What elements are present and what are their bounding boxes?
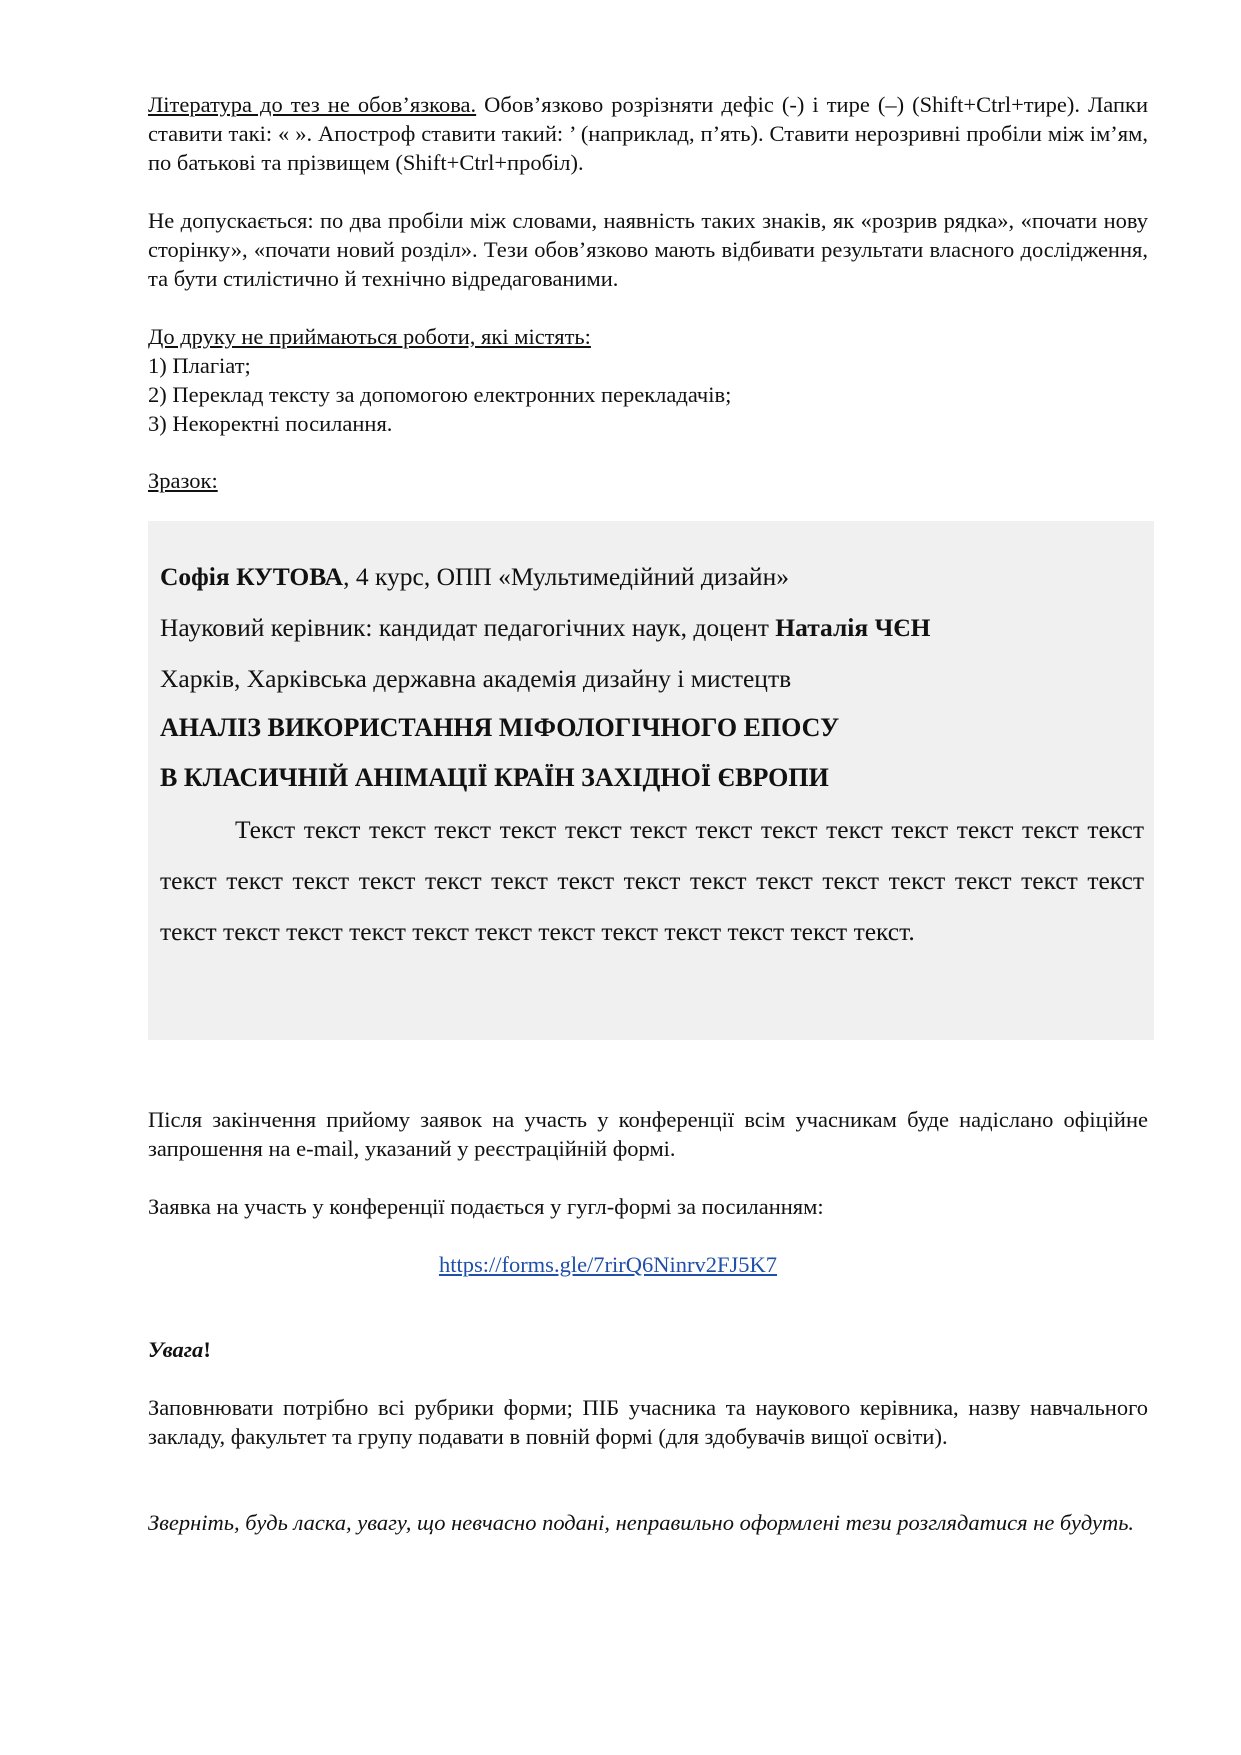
sample-author-line — [160, 562, 1140, 592]
list-item: 3) Некоректні посилання. — [148, 411, 393, 436]
not-allowed-paragraph: Не допускається: по два пробіли між словами, наявність таких знаків, як «розрив рядка», «почати нову сторінку», «почати новий розділ». Тези обов’язково мають відбивати результати власного дослідження, та бути стилістично й технічно відредагованими. — [148, 208, 1148, 291]
attention-word: Увага — [148, 1337, 204, 1362]
form-link-line — [148, 1250, 1068, 1279]
not-accepted-list — [148, 351, 1148, 438]
not-accepted-title: До друку не приймаються роботи, які містять: — [148, 324, 591, 349]
fill-note: Заповнювати потрібно всі рубрики форми; ПІБ учасника та наукового керівника, назву навчального закладу, факультет та групу подавати в повній формі (для здобувачів вищої освіти). — [148, 1395, 1148, 1449]
sample-body: Текст текст текст текст текст текст текст текст текст текст текст текст текст текст текст текст текст текст текст текст текст текст текст текст текст текст текст текст текст текст текст текст текст текст текст текст текст текст текст текст текст. — [160, 815, 1144, 946]
sample-author-details: , 4 курс, ОПП «Мультимедійний дизайн» — [343, 562, 789, 591]
sample-author-name: Софія КУТОВА — [160, 562, 344, 591]
sample-box — [148, 521, 1154, 1040]
list-item: 2) Переклад тексту за допомогою електронних перекладачів; — [148, 382, 732, 407]
form-intro: Заявка на участь у конференції подається у гугл-формі за посиланням: — [148, 1194, 824, 1219]
punctuation-rules: Обов’язково розрізняти дефіс (-) і тире (–) (Shift+Ctrl+тире). Лапки ставити такі: « ». Апостроф ставити такий: ’ (наприклад, п’ять). Ставити нерозривні пробіли між ім’ям, по батькові та прізвищем (Shift+Ctrl+пробіл). — [148, 92, 1148, 175]
literature-note: Література до тез не обов’язкова. — [148, 92, 477, 117]
sample-label: Зразок: — [148, 468, 218, 493]
attention-mark: ! — [203, 1337, 211, 1362]
sample-title-line-1: АНАЛІЗ ВИКОРИСТАННЯ МІФОЛОГІЧНОГО ЕПОСУ — [160, 713, 840, 742]
invitation-paragraph: Після закінчення прийому заявок на участь у конференції всім учасникам буде надіслано офіційне запрошення на e-mail, указаний у реєстраційній формі. — [148, 1107, 1148, 1161]
sample-title-line-2: В КЛАСИЧНІЙ АНІМАЦІЇ КРАЇН ЗАХІДНОЇ ЄВРОПИ — [160, 763, 829, 792]
sample-supervisor-line — [160, 613, 1140, 643]
sample-place: Харків, Харківська державна академія дизайну і мистецтв — [160, 664, 792, 693]
sample-supervisor-prefix: Науковий керівник: кандидат педагогічних наук, доцент — [160, 613, 776, 642]
final-note: Зверніть, будь ласка, увагу, що невчасно подані, неправильно оформлені тези розглядатися не будуть. — [148, 1510, 1135, 1535]
list-item: 1) Плагіат; — [148, 353, 251, 378]
form-link[interactable]: https://forms.gle/7rirQ6Ninrv2FJ5K7 — [438, 1252, 778, 1277]
attention-heading — [148, 1335, 1148, 1364]
sample-supervisor-name: Наталія ЧЄН — [775, 613, 931, 642]
literature-paragraph — [148, 90, 1148, 177]
